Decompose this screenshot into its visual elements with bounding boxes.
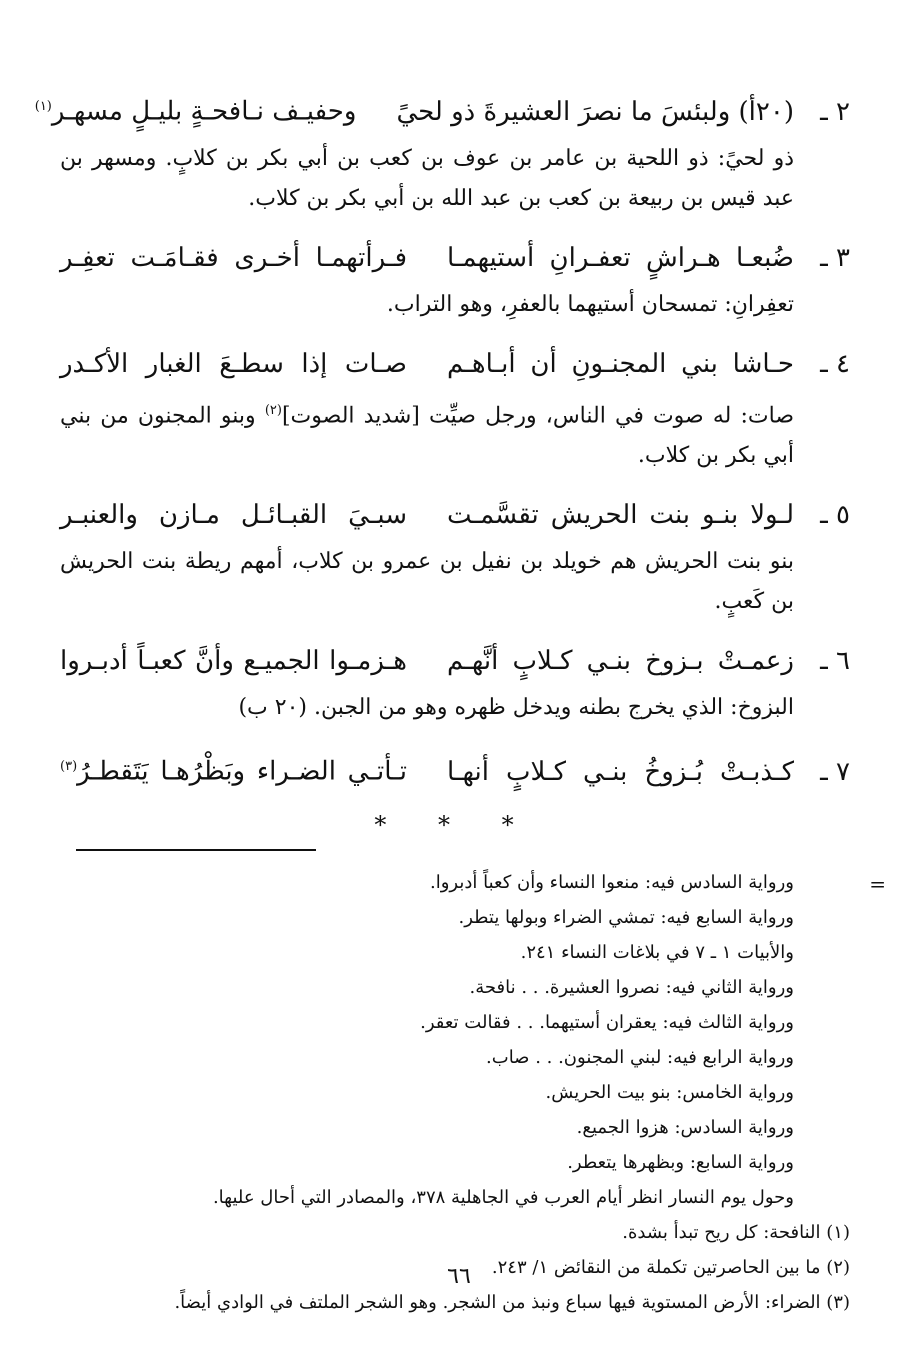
verse-commentary: تعفِرانِ: تمسحان أستيهما بالعفرِ، وهو التراب. — [386, 291, 794, 317]
verse-entry-4 — [60, 337, 850, 476]
variant-note: وحول يوم النسار انظر أيام العرب في الجاهلية ٣٧٨، والمصادر التي أحال عليها. — [212, 1186, 794, 1208]
verse-line — [34, 80, 850, 139]
verse-entry-5 — [60, 488, 850, 622]
verse-number: ٦ ـ — [820, 645, 850, 676]
verse-number: ٢ ـ — [820, 96, 850, 127]
variant-note: ورواية الثالث فيه: يعقران أستيهما. . . فقالت تعقر. — [420, 1011, 794, 1033]
variant-note: ورواية الخامس: بنو بيت الحريش. — [545, 1081, 794, 1103]
verse-commentary: ذو لحيً: ذو اللحية بن عامر بن عوف بن كعب بن أبي بكر بن كلابٍ. ومسهر بن عبد قيس بن ربيعة بن كعب بن عبد الله بن أبي بكر بن كلاب. — [60, 145, 794, 211]
second-hemistich: هـزمـوا الجميـع وأنَّ كعبـاً أدبـروا — [60, 645, 407, 676]
footnotes-section — [60, 865, 886, 1320]
commentary-text-continued: وبنو المجنون من بني أبي بكر بن كلاب. — [60, 402, 794, 468]
verse-number: ٣ ـ — [820, 242, 850, 273]
footnote-3: (٣) الضراء: الأرض المستوية فيها سباع ونبذ من الشجر. وهو الشجر الملتف في الوادي أيضاً. — [174, 1291, 850, 1313]
verse-line — [60, 634, 850, 688]
verse-line — [60, 488, 850, 542]
first-hemistich: ضُبعـا هـراشٍ تعفـرانِ أستيهمـا — [447, 242, 794, 273]
verse-line — [60, 337, 850, 391]
footnote-marker: (١) — [34, 99, 52, 114]
first-hemistich: لـولا بنـو بنت الحريش تقسَّمـت — [447, 499, 794, 530]
variant-note: ورواية السادس: هزوا الجميع. — [576, 1116, 794, 1138]
footnote-rule-wrap — [60, 849, 850, 851]
second-hemistich-text: تـأتـي الضـراء وبَظْرُهـا يَتَقطـرُ — [77, 756, 407, 787]
second-hemistich: فـرأتهمـا أخـرى فقـامَـت تعفِـر — [60, 242, 407, 273]
second-hemistich: سبـيَ القبـائـل مـازن والعنبـر — [60, 499, 407, 530]
page-body — [34, 80, 886, 1320]
footnote-marker: (٣) — [60, 758, 78, 774]
footnote-1: (١) النافحة: كل ريح تبدأ بشدة. — [622, 1221, 850, 1243]
footnote-2: (٢) ما بين الحاصرتين تكملة من النقائض ١/ ٢٤٣. — [491, 1256, 850, 1278]
second-hemistich-text: وحفيـف نـافحـةٍ بليـلٍ مسهـر — [51, 96, 357, 127]
verse-number: ٤ ـ — [820, 348, 850, 379]
verse-line — [60, 231, 850, 285]
verse-number: ٧ ـ — [820, 756, 850, 787]
first-hemistich: كـذبـتْ بُـزوخُ بنـي كـلابٍ أنهـا — [447, 756, 794, 787]
verse-number: ٥ ـ — [820, 499, 850, 530]
second-hemistich — [60, 740, 407, 799]
verse-entry-2 — [34, 80, 850, 219]
variant-note: ورواية الرابع فيه: لبني المجنون. . . صاب. — [486, 1046, 794, 1068]
verse-commentary: بنو بنت الحريش هم خويلد بن نفيل بن عمرو بن كلاب، أمهم ريطة بنت الحريش بن كَعبٍ. — [60, 548, 794, 614]
verse-line — [60, 740, 850, 799]
verse-entry-3 — [60, 231, 850, 325]
verse-commentary: البزوخ: الذي يخرج بطنه ويدخل ظهره وهو من الجبن. (٢٠ ب) — [238, 694, 794, 720]
first-hemistich: زعمـتْ بـزوخ بنـي كـلابٍ أنَّهـم — [447, 645, 794, 676]
page-number: ٦٦ — [447, 1264, 471, 1289]
second-hemistich — [35, 80, 357, 139]
footnote-marker: (٢) — [264, 402, 282, 418]
section-divider-stars: * * * — [374, 810, 536, 839]
variant-note: ورواية السابع: وبظهرها يتعطر. — [567, 1151, 794, 1173]
commentary-text: صات: له صوت في الناس، ورجل صيِّت [شديد الصوت] — [281, 402, 794, 428]
continuation-mark: = — [869, 871, 886, 896]
first-hemistich: (٢٠أ) ولبئسَ ما نصرَ العشيرةَ ذو لحيً — [396, 96, 794, 127]
variant-note: ورواية السادس فيه: منعوا النساء وأن كعباً أدبروا. — [430, 871, 794, 893]
variant-note: ورواية السابع فيه: تمشي الضراء وبولها يتطر. — [458, 906, 794, 928]
footnote-separator-rule — [76, 849, 316, 851]
verse-entry-6 — [60, 634, 850, 728]
variant-note: ورواية الثاني فيه: نصروا العشيرة. . . نافحة. — [469, 976, 794, 998]
second-hemistich: صـات إذا سطـعَ الغبار الأكـدر — [60, 348, 407, 379]
variant-note: والأبيات ١ ـ ٧ في بلاغات النساء ٢٤١. — [520, 941, 794, 963]
verse-commentary — [60, 391, 794, 476]
verse-entry-7 — [60, 740, 850, 799]
first-hemistich: حـاشا بني المجنـونِ أن أبـاهـم — [447, 348, 794, 379]
